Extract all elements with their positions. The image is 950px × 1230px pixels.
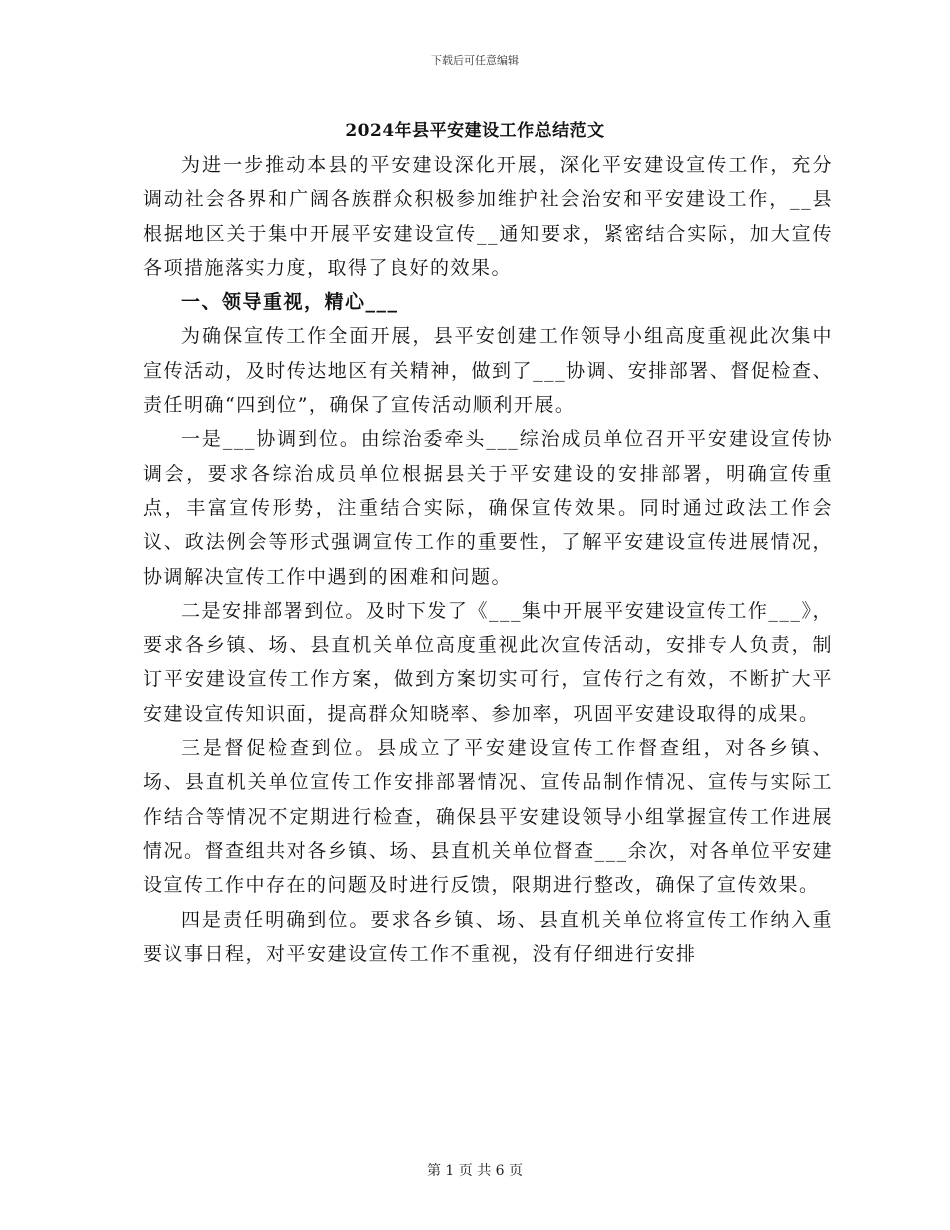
- page-header-note: 下载后可任意编辑: [431, 54, 519, 67]
- paragraph-intro: 为进一步推动本县的平安建设深化开展，深化平安建设宣传工作，充分调动社会各界和广阔各族群众积极参加维护社会治安和平安建设工作，__县根据地区关于集中开展平安建设宣传__通知要求，紧密结合实际，加大宣传各项措施落实力度，取得了良好的效果。: [143, 154, 833, 279]
- document-title: 2024年县平安建设工作总结范文: [345, 121, 605, 141]
- paragraph-leadership: 为确保宣传工作全面开展，县平安创建工作领导小组高度重视此次集中宣传活动，及时传达地区有关精神，做到了___协调、安排部署、督促检查、责任明确“四到位”，确保了宣传活动顺利开展。: [143, 325, 833, 417]
- section-heading: 一、领导重视，精心___: [181, 291, 399, 314]
- paragraph-point-two: 二是安排部署到位。及时下发了《___集中开展平安建设宣传工作___》，要求各乡镇、场、县直机关单位高度重视此次宣传活动，安排专人负责，制订平安建设宣传工作方案，做到方案切实可行，宣传行之有效，不断扩大平安建设宣传知识面，提高群众知晓率、参加率，巩固平安建设取得的成果。: [143, 599, 833, 725]
- paragraph-point-four: 四是责任明确到位。要求各乡镇、场、县直机关单位将宣传工作纳入重要议事日程，对平安建设宣传工作不重视，没有仔细进行安排: [143, 908, 833, 965]
- paragraph-point-three: 三是督促检查到位。县成立了平安建设宣传工作督查组，对各乡镇、场、县直机关单位宣传工作安排部署情况、宣传品制作情况、宣传与实际工作结合等情况不定期进行检查，确保县平安建设领导小组掌握宣传工作进展情况。督查组共对各乡镇、场、县直机关单位督查___余次，对各单位平安建设宣传工作中存在的问题及时进行反馈，限期进行整改，确保了宣传效果。: [143, 737, 833, 897]
- document-body: [143, 148, 833, 971]
- page-number: 第 1 页 共 6 页: [426, 1163, 524, 1179]
- paragraph-point-one: 一是___协调到位。由综治委牵头___综治成员单位召开平安建设宣传协调会，要求各综治成员单位根据县关于平安建设的安排部署，明确宣传重点，丰富宣传形势，注重结合实际，确保宣传效果。同时通过政法工作会议、政法例会等形式强调宣传工作的重要性，了解平安建设宣传进展情况，协调解决宣传工作中遇到的困难和问题。: [143, 428, 833, 588]
